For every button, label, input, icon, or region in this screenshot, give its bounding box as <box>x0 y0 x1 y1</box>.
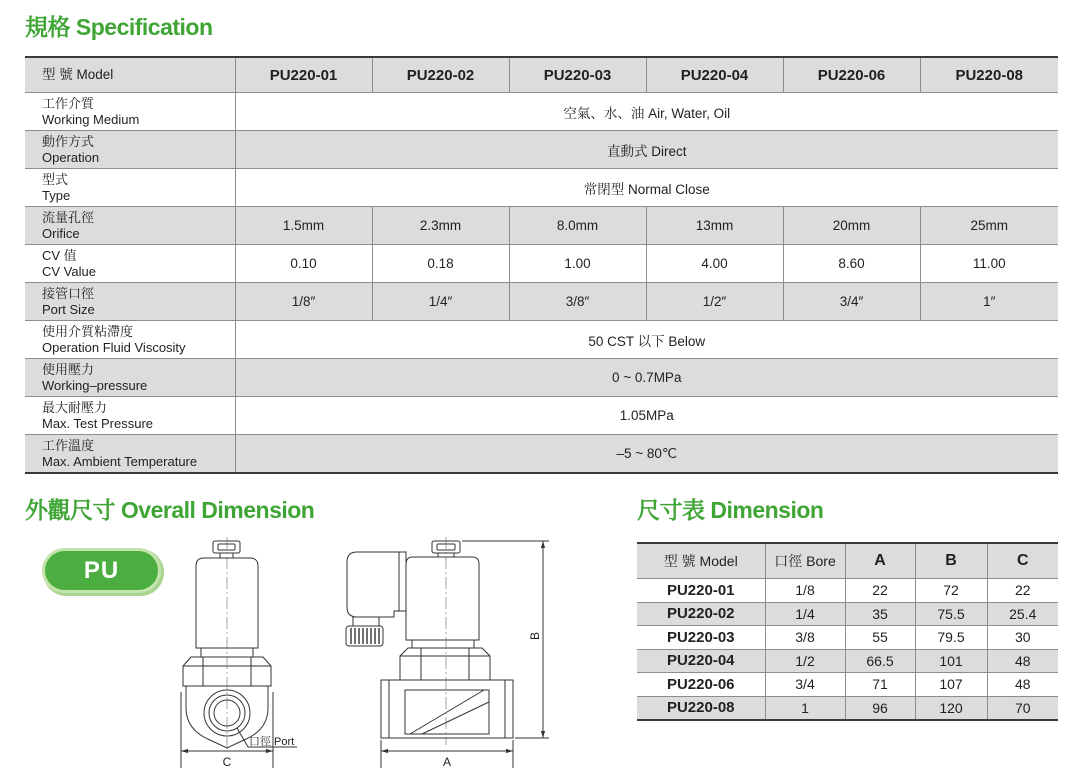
dim-cell-model: PU220-01 <box>637 579 765 603</box>
spec-row-orifice <box>25 207 1058 245</box>
spec-row-operation <box>25 131 1058 169</box>
spec-row-cv-value <box>25 245 1058 283</box>
spec-cell: 8.0mm <box>509 207 646 245</box>
side-coil <box>406 557 479 640</box>
front-view-drawing <box>181 537 297 769</box>
spec-row-ambient-temperature <box>25 435 1058 474</box>
spec-value: 空氣、水、油 Air, Water, Oil <box>235 93 1058 131</box>
spec-row-port-size <box>25 283 1058 321</box>
spec-value: 直動式 Direct <box>235 131 1058 169</box>
dim-cell-a: 35 <box>845 602 915 626</box>
dimension-table <box>637 542 1058 721</box>
spec-row-label <box>25 321 235 359</box>
spec-cell: 0.10 <box>235 245 372 283</box>
spec-cell: 1.5mm <box>235 207 372 245</box>
spec-cell: 0.18 <box>372 245 509 283</box>
spec-row-label <box>25 207 235 245</box>
overall-dimension-title: 外觀尺寸 Overall Dimension <box>25 497 315 523</box>
label-zh: 流量孔徑 <box>42 209 95 225</box>
dim-header-c: C <box>987 543 1058 579</box>
dim-cell-model: PU220-02 <box>637 602 765 626</box>
dim-cell-c: 25.4 <box>987 602 1058 626</box>
spec-cell: 3/8″ <box>509 283 646 321</box>
label-zh: 工作介質 <box>42 95 95 111</box>
dim-cell-model: PU220-03 <box>637 626 765 650</box>
dim-cell-b: 107 <box>915 673 987 697</box>
spec-header-row <box>25 57 1058 93</box>
front-top-nut <box>213 541 240 553</box>
dim-header-a: A <box>845 543 915 579</box>
spec-row-viscosity <box>25 321 1058 359</box>
spec-row-label <box>25 245 235 283</box>
dim-cell-model: PU220-04 <box>637 649 765 673</box>
dim-cell-c: 30 <box>987 626 1058 650</box>
spec-cell: 1/4″ <box>372 283 509 321</box>
dim-cell-a: 96 <box>845 696 915 720</box>
port-label: 口徑 Port <box>249 736 295 748</box>
spec-cell: 4.00 <box>646 245 783 283</box>
label-en: Working Medium <box>42 111 140 127</box>
spec-cell: 1″ <box>920 283 1058 321</box>
dim-row-pu220-02 <box>637 602 1058 626</box>
label-en: Port Size <box>42 301 95 317</box>
dim-header-model: 型 號 Model <box>637 543 765 579</box>
spec-model-pu220-08: PU220-08 <box>920 57 1058 93</box>
side-valve-body <box>381 680 513 738</box>
dim-cell-bore: 1/2 <box>765 649 845 673</box>
label-zh: 使用壓力 <box>42 361 95 377</box>
spec-cell: 11.00 <box>920 245 1058 283</box>
label-en: Operation <box>42 149 100 165</box>
dim-header-row <box>637 543 1058 579</box>
label-en: CV Value <box>42 263 96 279</box>
dim-cell-model: PU220-06 <box>637 673 765 697</box>
dim-cell-c: 48 <box>987 649 1058 673</box>
dim-c-label: C <box>222 755 232 769</box>
dim-cell-c: 70 <box>987 696 1058 720</box>
spec-row-label <box>25 169 235 207</box>
spec-row-label <box>25 397 235 435</box>
dim-cell-b: 79.5 <box>915 626 987 650</box>
dim-header-bore: 口徑 Bore <box>765 543 845 579</box>
spec-row-label <box>25 93 235 131</box>
label-en: Operation Fluid Viscosity <box>42 339 186 355</box>
dim-cell-b: 72 <box>915 579 987 603</box>
spec-model-pu220-03: PU220-03 <box>509 57 646 93</box>
dim-cell-b: 120 <box>915 696 987 720</box>
dim-header-b: B <box>915 543 987 579</box>
label-zh: 型式 <box>42 171 69 187</box>
spec-cell: 1/2″ <box>646 283 783 321</box>
spec-row-working-medium <box>25 93 1058 131</box>
side-hex-nut <box>400 648 490 680</box>
pu-series-badge: PU <box>45 551 158 590</box>
label-zh: 動作方式 <box>42 133 95 149</box>
spec-value: 常閉型 Normal Close <box>235 169 1058 207</box>
dim-cell-bore: 3/8 <box>765 626 845 650</box>
dim-cell-a: 71 <box>845 673 915 697</box>
label-zh: 使用介質粘滯度 <box>42 323 134 339</box>
specification-table <box>25 56 1058 474</box>
dim-cell-model: PU220-08 <box>637 696 765 720</box>
label-zh: 接管口徑 <box>42 285 95 301</box>
spec-cell: 8.60 <box>783 245 920 283</box>
label-en: Working–pressure <box>42 377 148 393</box>
dim-cell-a: 66.5 <box>845 649 915 673</box>
dim-cell-c: 48 <box>987 673 1058 697</box>
side-view-drawing <box>346 537 549 769</box>
front-neck <box>220 553 233 558</box>
label-zh: 工作溫度 <box>42 437 95 453</box>
spec-model-pu220-01: PU220-01 <box>235 57 372 93</box>
label-en: Orifice <box>42 225 80 241</box>
dim-cell-a: 22 <box>845 579 915 603</box>
spec-model-pu220-04: PU220-04 <box>646 57 783 93</box>
label-zh: CV 值 <box>42 247 77 263</box>
label-en: Type <box>42 187 71 203</box>
spec-row-label <box>25 131 235 169</box>
spec-model-label: 型 號 Model <box>25 57 235 93</box>
dim-cell-b: 75.5 <box>915 602 987 626</box>
spec-cell: 25mm <box>920 207 1058 245</box>
spec-model-pu220-02: PU220-02 <box>372 57 509 93</box>
spec-row-label <box>25 435 235 474</box>
dim-cell-bore: 1/4 <box>765 602 845 626</box>
spec-cell: 2.3mm <box>372 207 509 245</box>
dim-cell-bore: 1 <box>765 696 845 720</box>
side-band <box>412 640 474 648</box>
dim-b-label: B <box>528 631 542 641</box>
label-en: Max. Ambient Temperature <box>42 453 198 469</box>
dimension-table-title: 尺寸表 Dimension <box>637 497 824 523</box>
spec-model-pu220-06: PU220-06 <box>783 57 920 93</box>
dim-row-pu220-03 <box>637 626 1058 650</box>
spec-cell: 13mm <box>646 207 783 245</box>
din-connector <box>347 552 406 617</box>
spec-cell: 1/8″ <box>235 283 372 321</box>
dim-row-pu220-08 <box>637 696 1058 720</box>
spec-value: 50 CST 以下 Below <box>235 321 1058 359</box>
dim-cell-b: 101 <box>915 649 987 673</box>
dim-cell-bore: 1/8 <box>765 579 845 603</box>
specification-title: 規格 Specification <box>25 14 213 40</box>
spec-row-max-test-pressure <box>25 397 1058 435</box>
spec-row-label <box>25 359 235 397</box>
label-zh: 最大耐壓力 <box>42 399 108 415</box>
spec-row-working-pressure <box>25 359 1058 397</box>
spec-cell: 20mm <box>783 207 920 245</box>
dim-a-label: A <box>442 755 452 769</box>
dim-cell-bore: 3/4 <box>765 673 845 697</box>
spec-value: 0 ~ 0.7MPa <box>235 359 1058 397</box>
dim-cell-c: 22 <box>987 579 1058 603</box>
dim-cell-a: 55 <box>845 626 915 650</box>
dim-row-pu220-04 <box>637 649 1058 673</box>
dim-row-pu220-06 <box>637 673 1058 697</box>
overall-dimension-drawing <box>170 535 560 775</box>
spec-value: 1.05MPa <box>235 397 1058 435</box>
spec-cell: 1.00 <box>509 245 646 283</box>
label-en: Max. Test Pressure <box>42 415 154 431</box>
spec-row-label <box>25 283 235 321</box>
spec-cell: 3/4″ <box>783 283 920 321</box>
spec-row-type <box>25 169 1058 207</box>
cable-gland-neck <box>353 617 379 626</box>
spec-value: –5 ~ 80℃ <box>235 435 1058 474</box>
dim-row-pu220-01 <box>637 579 1058 603</box>
